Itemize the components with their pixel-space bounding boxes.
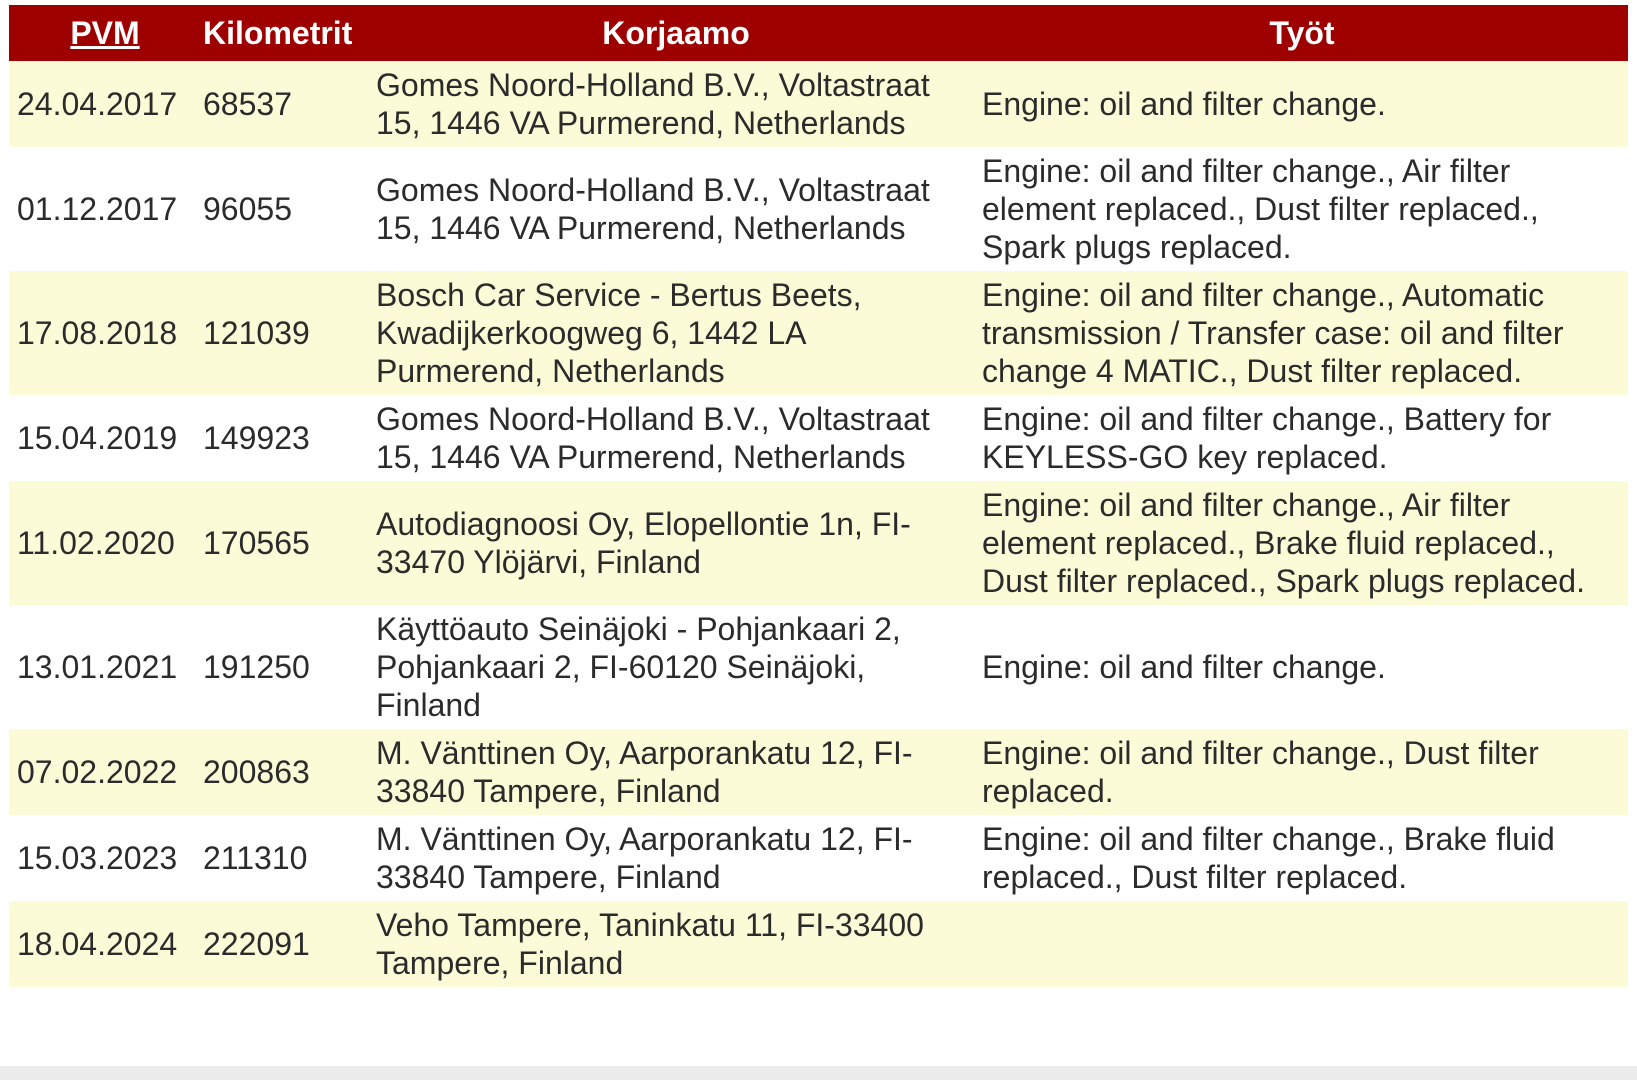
table-row — [9, 815, 1628, 901]
cell-date: 17.08.2018 — [17, 315, 178, 351]
cell-shop: Gomes Noord-Holland B.V., Voltastraat 15, 1446 VA Purmerend, Netherlands — [376, 67, 930, 141]
cell-km: 121039 — [203, 315, 310, 351]
cell-work: Engine: oil and filter change., Battery for KEYLESS-GO key replaced. — [982, 401, 1552, 475]
service-history — [9, 5, 1628, 987]
sort-link-date[interactable]: PVM — [70, 14, 140, 51]
cell-work — [976, 901, 1628, 987]
cell-km: 211310 — [203, 840, 308, 876]
cell-work: Engine: oil and filter change. — [982, 649, 1386, 685]
table-body — [9, 61, 1628, 987]
cell-work: Engine: oil and filter change., Automatic transmission / Transfer case: oil and filter change 4 MATIC., Dust filter replaced. — [982, 277, 1564, 389]
table-header-row — [9, 5, 1628, 61]
table-row — [9, 271, 1628, 395]
cell-date: 01.12.2017 — [17, 191, 178, 227]
table-row — [9, 729, 1628, 815]
cell-km: 68537 — [203, 86, 292, 122]
table-row — [9, 605, 1628, 729]
cell-date: 07.02.2022 — [17, 754, 178, 790]
cell-shop: Käyttöauto Seinäjoki - Pohjankaari 2, Pohjankaari 2, FI-60120 Seinäjoki, Finland — [376, 611, 901, 723]
cell-shop: M. Vänttinen Oy, Aarporankatu 12, FI-33840 Tampere, Finland — [376, 735, 913, 809]
cell-date: 18.04.2024 — [17, 926, 178, 962]
cell-km: 222091 — [203, 926, 310, 962]
cell-shop: Gomes Noord-Holland B.V., Voltastraat 15, 1446 VA Purmerend, Netherlands — [376, 172, 930, 246]
table-row — [9, 147, 1628, 271]
cell-date: 11.02.2020 — [17, 525, 175, 561]
cell-work: Engine: oil and filter change. — [982, 86, 1386, 122]
cell-work: Engine: oil and filter change., Air filter element replaced., Brake fluid replaced., Dust filter replaced., Spark plugs replaced. — [982, 487, 1585, 599]
column-header-date[interactable] — [9, 5, 201, 61]
horizontal-scrollbar[interactable] — [0, 1066, 1637, 1080]
cell-date: 13.01.2021 — [17, 649, 178, 685]
cell-shop: M. Vänttinen Oy, Aarporankatu 12, FI-33840 Tampere, Finland — [376, 821, 913, 895]
cell-shop: Gomes Noord-Holland B.V., Voltastraat 15, 1446 VA Purmerend, Netherlands — [376, 401, 930, 475]
column-header-km: Kilometrit — [203, 14, 353, 51]
cell-km: 191250 — [203, 649, 310, 685]
cell-km: 149923 — [203, 420, 310, 456]
table-row — [9, 901, 1628, 987]
cell-shop: Autodiagnoosi Oy, Elopellontie 1n, FI-33470 Ylöjärvi, Finland — [376, 506, 911, 580]
cell-km: 170565 — [203, 525, 310, 561]
cell-work: Engine: oil and filter change., Brake fluid replaced., Dust filter replaced. — [982, 821, 1555, 895]
column-header-work: Työt — [1269, 14, 1335, 51]
service-history-table — [9, 5, 1628, 987]
cell-work: Engine: oil and filter change., Air filter element replaced., Dust filter replaced., Spark plugs replaced. — [982, 153, 1539, 265]
cell-work: Engine: oil and filter change., Dust filter replaced. — [982, 735, 1539, 809]
cell-km: 200863 — [203, 754, 310, 790]
table-row — [9, 395, 1628, 481]
cell-date: 15.03.2023 — [17, 840, 178, 876]
table-row — [9, 61, 1628, 147]
column-header-shop: Korjaamo — [602, 14, 750, 51]
cell-shop: Veho Tampere, Taninkatu 11, FI-33400 Tampere, Finland — [376, 907, 924, 981]
cell-shop: Bosch Car Service - Bertus Beets, Kwadijkerkoogweg 6, 1442 LA Purmerend, Netherlands — [376, 277, 862, 389]
table-row — [9, 481, 1628, 605]
cell-date: 15.04.2019 — [17, 420, 178, 456]
cell-km: 96055 — [203, 191, 292, 227]
cell-date: 24.04.2017 — [17, 86, 178, 122]
